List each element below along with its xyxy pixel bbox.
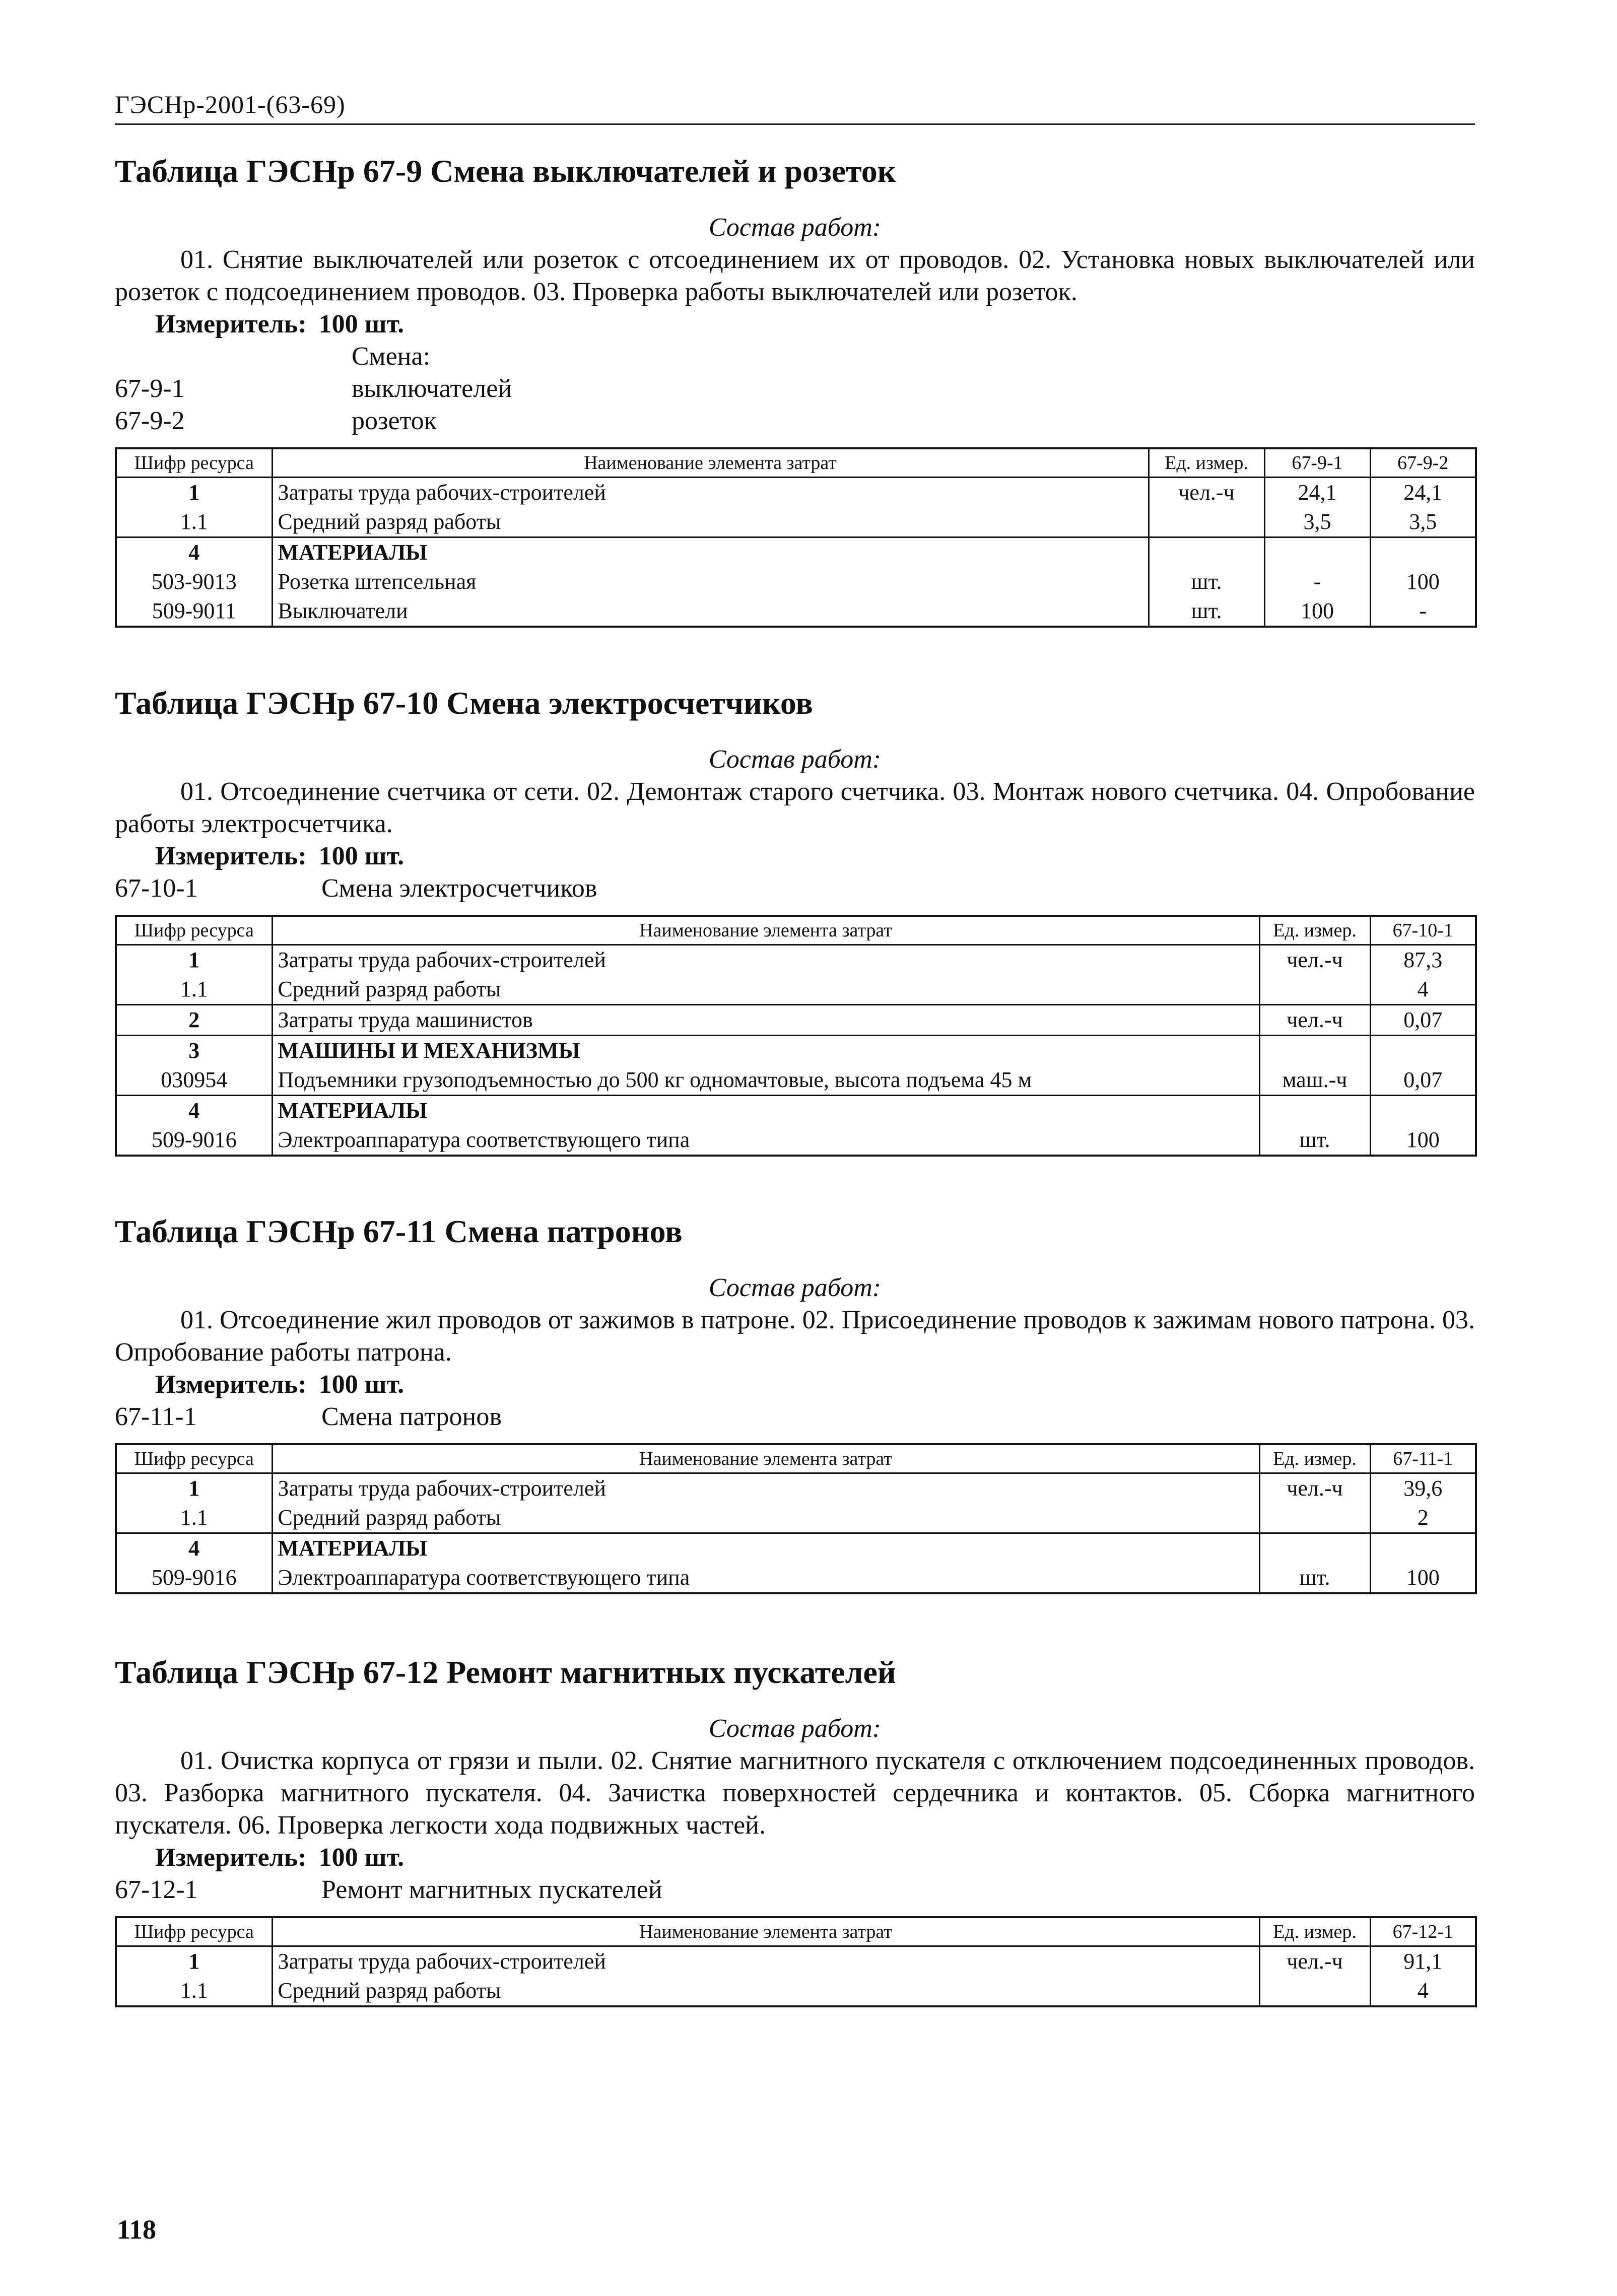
cell-name: Затраты труда рабочих-строителей: [272, 1473, 1259, 1504]
cell-code: 030954: [116, 1065, 272, 1096]
section-title: Таблица ГЭСНр 67-12 Ремонт магнитных пускателей: [115, 1654, 896, 1690]
cell-unit: маш.-ч: [1259, 1065, 1370, 1096]
cost-table: [115, 1443, 1477, 1594]
cell-unit: [1259, 1976, 1370, 2006]
col-header-code: Шифр ресурса: [116, 448, 272, 478]
norm-text: Смена электросчетчиков: [321, 874, 597, 903]
cell-value: [1264, 537, 1370, 568]
cell-name: Средний разряд работы: [272, 507, 1149, 537]
measure-value: 100 шт.: [318, 1370, 405, 1399]
section-67-9: [115, 151, 1475, 628]
table-row: [116, 478, 1476, 508]
cell-value: 2: [1370, 1503, 1476, 1533]
table-row: [116, 1005, 1476, 1036]
norm-text: Смена патронов: [321, 1402, 502, 1431]
cell-unit: шт.: [1149, 567, 1264, 596]
col-header-code: Шифр ресурса: [116, 916, 272, 945]
measure-line: [155, 308, 1475, 341]
cell-code: 1.1: [116, 975, 272, 1005]
table-row: [116, 1533, 1476, 1564]
col-header-norm: 67-10-1: [1370, 916, 1476, 945]
section-67-12: [115, 1652, 1475, 2007]
cell-value: 100: [1264, 596, 1370, 627]
cell-value: [1370, 1036, 1476, 1066]
cell-unit: [1149, 507, 1264, 537]
cost-table: [115, 915, 1477, 1157]
work-composition-label: Состав работ:: [708, 745, 882, 774]
measure-label: Измеритель:: [155, 1843, 307, 1872]
table-row: [116, 537, 1476, 568]
norm-code: 67-9-2: [115, 407, 185, 435]
cell-code: 1.1: [116, 1503, 272, 1533]
cell-code: 1.1: [116, 507, 272, 537]
measure-label: Измеритель:: [155, 842, 307, 870]
section-67-11: [115, 1211, 1475, 1594]
cell-value: 24,1: [1264, 478, 1370, 508]
col-header-name: Наименование элемента затрат: [272, 1444, 1259, 1473]
table-row: [116, 507, 1476, 537]
header-rule: [115, 123, 1475, 125]
cell-code: 4: [116, 1533, 272, 1564]
cell-code: 2: [116, 1005, 272, 1036]
measure-line: [155, 840, 1475, 872]
cell-value: 3,5: [1370, 507, 1476, 537]
measure-label: Измеритель:: [155, 310, 307, 339]
table-row: [116, 1473, 1476, 1504]
cell-unit: чел.-ч: [1259, 1005, 1370, 1036]
col-header-norm: 67-9-1: [1264, 448, 1370, 478]
cell-value: 39,6: [1370, 1473, 1476, 1504]
cell-unit: шт.: [1259, 1125, 1370, 1156]
cell-value: [1370, 1533, 1476, 1564]
col-header-name: Наименование элемента затрат: [272, 916, 1259, 945]
measure-value: 100 шт.: [318, 1843, 405, 1872]
cell-unit: чел.-ч: [1259, 945, 1370, 975]
cell-unit: шт.: [1149, 596, 1264, 627]
table-row: [116, 1036, 1476, 1066]
work-composition-label: Состав работ:: [708, 1273, 882, 1302]
cell-name: Розетка штепсельная: [272, 567, 1149, 596]
col-header-norm: 67-11-1: [1370, 1444, 1476, 1473]
cell-value: 4: [1370, 1976, 1476, 2006]
norm-code: 67-12-1: [115, 1875, 198, 1904]
cell-code: 3: [116, 1036, 272, 1066]
cell-value: 24,1: [1370, 478, 1476, 508]
cell-unit: [1259, 1036, 1370, 1066]
col-header-name: Наименование элемента затрат: [272, 448, 1149, 478]
cell-name: Затраты труда рабочих-строителей: [272, 478, 1149, 508]
col-header-unit: Ед. измер.: [1259, 916, 1370, 945]
col-header-code: Шифр ресурса: [116, 1917, 272, 1946]
table-row: [116, 1976, 1476, 2006]
cell-unit: чел.-ч: [1259, 1946, 1370, 1977]
cell-name: Средний разряд работы: [272, 1503, 1259, 1533]
table-row: [116, 975, 1476, 1005]
cell-name: Электроаппаратура соответствующего типа: [272, 1125, 1259, 1156]
col-header-unit: Ед. измер.: [1259, 1917, 1370, 1946]
measure-line: [155, 1842, 1475, 1874]
cell-value: 4: [1370, 975, 1476, 1005]
page-number: 118: [117, 2214, 157, 2245]
measure-line: [155, 1369, 1475, 1401]
cell-value: 0,07: [1370, 1005, 1476, 1036]
section-title: Таблица ГЭСНр 67-10 Смена электросчетчиков: [115, 685, 813, 721]
col-header-norm: 67-9-2: [1370, 448, 1476, 478]
measure-value: 100 шт.: [318, 310, 405, 339]
table-row: [116, 596, 1476, 627]
cell-code: 4: [116, 537, 272, 568]
col-header-unit: Ед. измер.: [1259, 1444, 1370, 1473]
work-composition-text: 01. Очистка корпуса от грязи и пыли. 02. Снятие магнитного пускателя с отключением подсоединенных проводов. 03. Разборка магнитного пускателя. 04. Зачистка поверхностей сердечника и контактов. 05. Сборка магнитного пускателя. 06. Проверка легкости хода подвижных частей.: [115, 1746, 1475, 1840]
cell-code: 503-9013: [116, 567, 272, 596]
cell-value: [1370, 1096, 1476, 1126]
table-row: [116, 1563, 1476, 1593]
cell-code: 1.1: [116, 1976, 272, 2006]
cell-value: -: [1264, 567, 1370, 596]
norm-code: 67-10-1: [115, 874, 198, 903]
cell-name: Подъемники грузоподъемностью до 500 кг одномачтовые, высота подъема 45 м: [272, 1065, 1259, 1096]
table-row: [116, 1503, 1476, 1533]
cell-value: 100: [1370, 1125, 1476, 1156]
col-header-norm: 67-12-1: [1370, 1917, 1476, 1946]
cell-name: МАТЕРИАЛЫ: [272, 537, 1149, 568]
cell-code: 4: [116, 1096, 272, 1126]
cell-code: 509-9011: [116, 596, 272, 627]
cost-table: [115, 447, 1477, 628]
section-title: Таблица ГЭСНр 67-11 Смена патронов: [115, 1213, 683, 1249]
cell-value: [1370, 537, 1476, 568]
work-composition-text: 01. Отсоединение жил проводов от зажимов в патроне. 02. Присоединение проводов к зажимам нового патрона. 03. Опробование работы патрона.: [115, 1306, 1475, 1367]
col-header-code: Шифр ресурса: [116, 1444, 272, 1473]
cell-value: 87,3: [1370, 945, 1476, 975]
cell-unit: чел.-ч: [1149, 478, 1264, 508]
cell-unit: шт.: [1259, 1563, 1370, 1593]
cell-name: Электроаппаратура соответствующего типа: [272, 1563, 1259, 1593]
norm-item-line: [115, 872, 1475, 905]
table-row: [116, 1125, 1476, 1156]
cell-name: Выключатели: [272, 596, 1149, 627]
norm-item-line: [115, 1874, 1475, 1906]
norm-item-line: [115, 373, 1475, 405]
table-row: [116, 945, 1476, 975]
norm-code: 67-9-1: [115, 374, 185, 403]
section-67-10: [115, 683, 1475, 1157]
norm-text: Ремонт магнитных пускателей: [321, 1875, 662, 1904]
table-row: [116, 1946, 1476, 1977]
cell-unit: [1259, 1096, 1370, 1126]
cell-unit: [1259, 1533, 1370, 1564]
cell-name: МАШИНЫ И МЕХАНИЗМЫ: [272, 1036, 1259, 1066]
work-composition-label: Состав работ:: [708, 1714, 882, 1743]
cell-name: Затраты труда рабочих-строителей: [272, 945, 1259, 975]
running-header: ГЭСНр-2001-(63-69): [115, 90, 346, 118]
cell-code: 509-9016: [116, 1563, 272, 1593]
section-title: Таблица ГЭСНр 67-9 Смена выключателей и розеток: [115, 153, 896, 189]
norm-item-line: [115, 405, 1475, 437]
cell-unit: [1259, 975, 1370, 1005]
cell-code: 509-9016: [116, 1125, 272, 1156]
work-composition-label: Состав работ:: [708, 213, 882, 242]
group-label-line: [115, 341, 1475, 373]
cell-value: -: [1370, 596, 1476, 627]
norm-item-line: [115, 1401, 1475, 1433]
cell-name: МАТЕРИАЛЫ: [272, 1096, 1259, 1126]
col-header-name: Наименование элемента затрат: [272, 1917, 1259, 1946]
work-composition-text: 01. Отсоединение счетчика от сети. 02. Демонтаж старого счетчика. 03. Монтаж нового счетчика. 04. Опробование работы электросчетчика.: [115, 777, 1475, 838]
cell-unit: [1259, 1503, 1370, 1533]
cell-value: 100: [1370, 567, 1476, 596]
cell-name: Средний разряд работы: [272, 1976, 1259, 2006]
table-row: [116, 1096, 1476, 1126]
table-row: [116, 567, 1476, 596]
group-label: Смена:: [352, 342, 431, 371]
work-composition-text: 01. Снятие выключателей или розеток с отсоединением их от проводов. 02. Установка новых выключателей или розеток с подсоединением проводов. 03. Проверка работы выключателей или розеток.: [115, 245, 1475, 306]
cost-table: [115, 1916, 1477, 2007]
norm-text: выключателей: [352, 374, 512, 403]
cell-unit: [1149, 537, 1264, 568]
cell-value: 3,5: [1264, 507, 1370, 537]
norm-code: 67-11-1: [115, 1402, 197, 1431]
cell-value: 100: [1370, 1563, 1476, 1593]
cell-unit: чел.-ч: [1259, 1473, 1370, 1504]
cell-name: Затраты труда рабочих-строителей: [272, 1946, 1259, 1977]
cell-code: 1: [116, 1946, 272, 1977]
col-header-unit: Ед. измер.: [1149, 448, 1264, 478]
cell-code: 1: [116, 945, 272, 975]
measure-label: Измеритель:: [155, 1370, 307, 1399]
measure-value: 100 шт.: [318, 842, 405, 870]
cell-code: 1: [116, 1473, 272, 1504]
table-row: [116, 1065, 1476, 1096]
cell-code: 1: [116, 478, 272, 508]
norm-text: розеток: [352, 407, 437, 435]
cell-value: 91,1: [1370, 1946, 1476, 1977]
cell-name: Средний разряд работы: [272, 975, 1259, 1005]
cell-value: 0,07: [1370, 1065, 1476, 1096]
cell-name: МАТЕРИАЛЫ: [272, 1533, 1259, 1564]
cell-name: Затраты труда машинистов: [272, 1005, 1259, 1036]
